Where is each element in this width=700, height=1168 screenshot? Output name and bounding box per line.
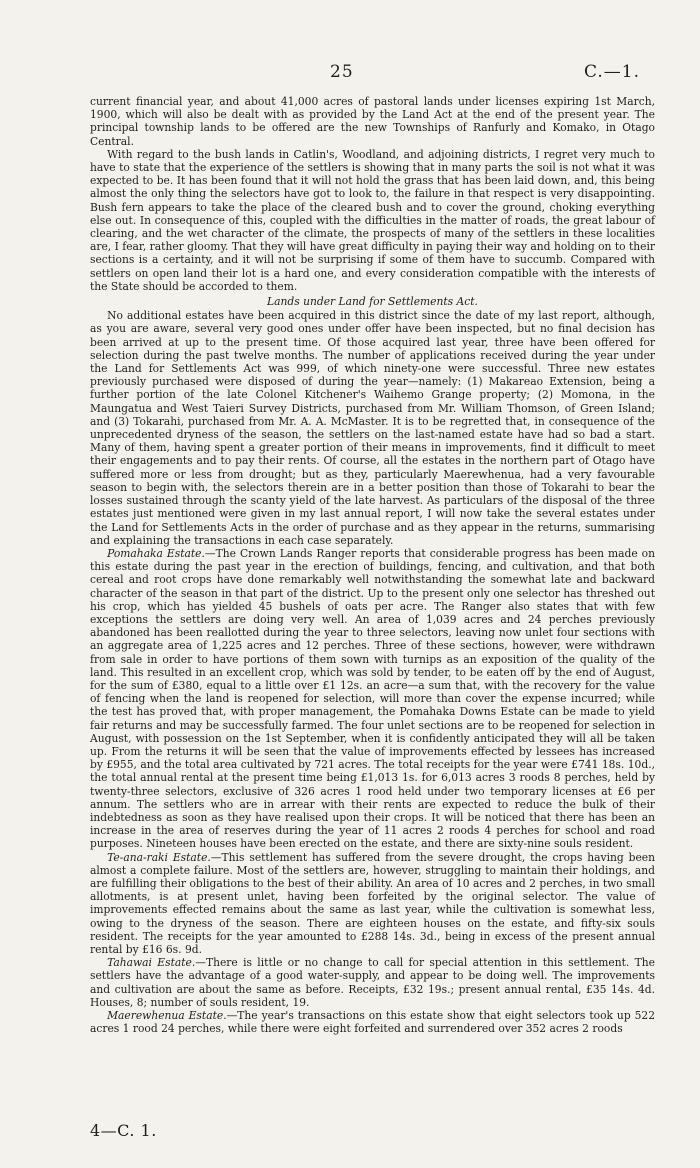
- estate-text-te-ana-raki: —This settlement has suffered from the severe drought, the crops having been almost a complete failure. Most of the settlers are, however, struggling to maintain their holdings, and are fulfilling their obligations to the best of their ability. An area of 10 acres and 2 perches, in two small allotments, is at present unlet, having been forfeited by the original selector. The value of improvements effected remains about the same as last year, while the cultivation is somewhat less, owing to the dryness of the season. There are eighteen houses on the estate, and fifty-six souls resident. The receipts for the year amounted to £288 14s. 3d., being in excess of the present annual rental by £16 6s. 9d.: [90, 850, 655, 956]
- body-text: [90, 95, 655, 1035]
- estate-name-te-ana-raki: Te-ana-raki Estate.: [107, 850, 211, 864]
- paragraph-te-ana-raki: [90, 851, 655, 957]
- section-heading: Lands under Land for Settlements Act.: [267, 295, 478, 309]
- estate-text-maerewhenua: —The year's transactions on this estate show that eight selectors took up 522 acres 1 rood 24 perches, while there were eight forfeited and surrendered over 352 acres 2 roods: [90, 1009, 656, 1036]
- estate-text-pomahaka: —The Crown Lands Ranger reports that considerable progress has been made on this estate during the past year in the erection of buildings, fencing, and cultivation, and that both cereal and root crops have done remarkably well notwithstanding the somewhat late and backward character of the season in that part of the district. Up to the present only one selector has threshed out his crop, which has yielded 45 bushels of oats per acre. The Ranger also states that with few exceptions the settlers are doing very well. An area of 1,039 acres and 24 perches previously abandoned has been reallotted during the year to three selectors, leaving now unlet four sections with an aggregate area of 1,225 acres and 12 perches. Three of these sections, however, were withdrawn from sale in order to have portions of them sown with turnips as an exposition of the quality of the land. This resulted in an excellent crop, which was sold by tender, to be eaten off by the end of August, for the sum of £380, equal to a little over £1 12s. an acre—a sum that, with the recovery for the value of fencing when the land is reopened for selection, will more than cover the expense incurred; while the test has proved that, with proper management, the Pomahaka Downs Estate can be made to yield fair returns and may be successfully farmed. The four unlet sections are to be reopened for selection in August, with possession on the 1st September, when it is confidently anticipated they will all be taken up. From the returns it will be seen that the value of improvements effected by lessees has increased by £955, and the total area cultivated by 721 acres. The total receipts for the year were £741 18s. 10d., the total annual rental at the present time being £1,013 1s. for 6,013 acres 3 roods 8 perches, held by twenty-three selectors, exclusive of 326 acres 1 rood held under two temporary licenses at £6 per annum. The settlers who are in arrear with their rents are expected to reduce the bulk of their indebtedness as soon as they have realised upon their crops. It will be noticed that there has been an increase in the area of reserves during the year of 11 acres 2 roods 4 perches for school and road purposes. Nineteen houses have been erected on the estate, and there are sixty-nine souls resident.: [90, 546, 655, 851]
- page-header: [0, 62, 700, 90]
- paragraph-settlements: No additional estates have been acquired in this district since the date of my last report, although, as you are aware, several very good ones under offer have been inspected, but no final decision has been arrived at up to the present time. Of those acquired last year, three have been offered for selection during the past twelve months. The number of applications received during the year under the Land for Settlements Act was 999, of which ninety-one were successful. Three new estates previously purchased were disposed of during the year—namely: (1) Makareao Extension, being a further portion of the late Colonel Kitchener's Waihemo Grange property; (2) Momona, in the Maungatua and West Taieri Survey Districts, purchased from Mr. William Thomson, of Green Island; and (3) Tokarahi, purchased from Mr. A. A. McMaster. It is to be regretted that, in consequence of the unprecedented dryness of the season, the settlers on the last-named estate have had so bad a start. Many of them, having spent a greater portion of their means in improvements, find it difficult to meet their engagements and to pay their rents. Of course, all the estates in the northern part of Otago have suffered more or less from drought; but as they, particularly Maerewhenua, had a very favourable season to begin with, the selectors therein are in a better position than those of Tokarahi to bear the losses sustained through the scanty yield of the late harvest. As particulars of the disposal of the three estates just mentioned were given in my last annual report, I will now take the several estates under the Land for Settlements Acts in the order of purchase and as they appear in the returns, summarising and explaining the transactions in each case separately.: [90, 309, 655, 547]
- paragraph-continued: current financial year, and about 41,000 acres of pastoral lands under licenses expiring 1st March, 1900, which will also be dealt with as provided by the Land Act at the end of the present year. The principal township lands to be offered are the new Townships of Ranfurly and Komako, in Otago Central.: [90, 95, 655, 148]
- paragraph-maerewhenua: [90, 1009, 655, 1035]
- paragraph-bush-lands: With regard to the bush lands in Catlin's, Woodland, and adjoining districts, I regret very much to have to state that the experience of the settlers is showing that in many parts the soil is not what it was expected to be. It has been found that it will not hold the grass that has been laid down, and, this being almost the only thing the selectors have got to look to, the failure in that respect is very disappointing. Bush fern appears to take the place of the cleared bush and to cover the ground, choking everything else out. In consequence of this, coupled with the difficulties in the matter of roads, the great labour of clearing, and the wet character of the climate, the prospects of many of the settlers in these localities are, I fear, rather gloomy. That they will have great difficulty in paying their way and holding on to their sections is a certainty, and it will not be surprising if some of them have to succumb. Compared with settlers on open land their lot is a hard one, and every consideration compatible with the interests of the State should be accorded to them.: [90, 147, 655, 293]
- paragraph-pomahaka: [90, 547, 655, 851]
- estate-text-tahawai: —There is little or no change to call for special attention in this settlement. The settlers have the advantage of a good water-supply, and appear to be doing well. The improvements and cultivation are about the same as before. Receipts, £32 19s.; present annual rental, £35 14s. 4d. Houses, 8; number of souls resident, 19.: [90, 956, 655, 1009]
- paragraph-tahawai: [90, 956, 655, 1009]
- page-number: 25: [330, 62, 354, 82]
- estate-name-maerewhenua: Maerewhenua Estate.: [107, 1009, 227, 1023]
- estate-name-pomahaka: Pomahaka Estate.: [107, 546, 205, 560]
- footer-signature: 4—C. 1.: [90, 1121, 157, 1140]
- document-reference: C.—1.: [584, 62, 641, 82]
- estate-name-tahawai: Tahawai Estate.: [107, 956, 196, 970]
